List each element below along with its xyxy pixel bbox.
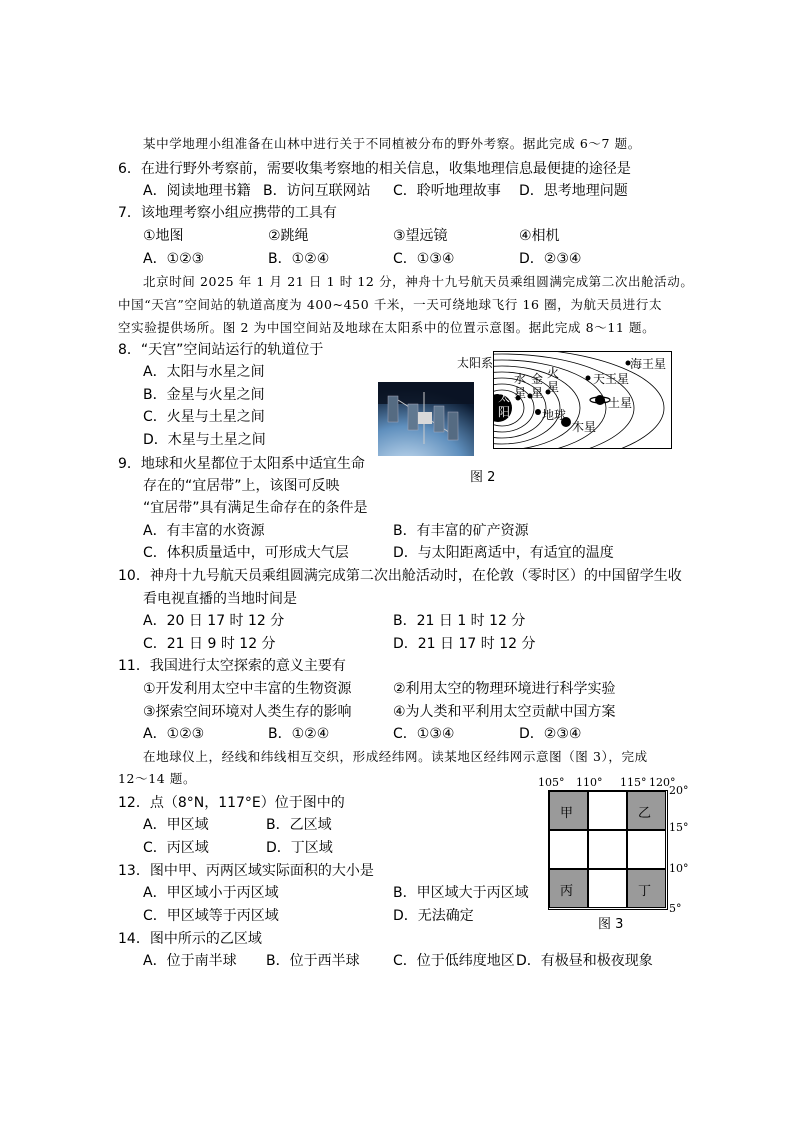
q7-option-b[interactable]: B．①②④ — [268, 251, 330, 267]
mercury-label: 水星 — [514, 372, 527, 400]
solar-system-label: 太阳系 — [457, 356, 493, 370]
grid-cell — [588, 830, 627, 869]
question-9-stem-line-2: 存在的“宜居带”上，该图可反映 — [143, 478, 340, 494]
cell-yi — [627, 791, 666, 830]
q13-option-b[interactable]: B．甲区域大于丙区域 — [393, 885, 529, 901]
q11-option-c[interactable]: C．①③④ — [393, 726, 455, 742]
earth-icon — [535, 409, 541, 415]
grid-cell — [588, 791, 627, 830]
q14-option-a[interactable]: A．位于南半球 — [143, 953, 237, 969]
cell-bing-label: 丙 — [560, 884, 574, 899]
q14-option-b[interactable]: B．位于西半球 — [266, 953, 360, 969]
question-6-stem: 6．在进行野外考察前，需要收集考察地的相关信息，收集地理信息最便捷的途径是 — [118, 161, 631, 177]
q6-option-a[interactable]: A．阅读地理书籍 — [143, 183, 251, 199]
saturn-icon — [590, 395, 610, 405]
grid-cell — [549, 830, 588, 869]
q7-option-d[interactable]: D．②③④ — [519, 251, 582, 267]
uranus-icon — [586, 376, 591, 381]
question-10-stem-line-1: 10．神舟十九号航天员乘组圆满完成第二次出舱活动时，在伦敦（零时区）的中国留学生收 — [118, 568, 682, 584]
solar-system-diagram — [493, 351, 672, 449]
q13-option-c[interactable]: C．甲区域等于丙区域 — [143, 908, 279, 924]
q7-item-1: ①地图 — [143, 228, 184, 244]
q9-option-d[interactable]: D．与太阳距离适中，有适宜的温度 — [393, 545, 614, 561]
question-11-stem: 11．我国进行太空探索的意义主要有 — [118, 658, 346, 674]
question-10-stem-line-2: 看电视直播的当地时间是 — [143, 591, 297, 607]
intro-text-2-line-3: 空实验提供场所。图 2 为中国空间站及地球在太阳系中的位置示意图。据此完成 8～11 题。 — [118, 320, 656, 335]
q12-option-d[interactable]: D．丁区域 — [266, 840, 333, 856]
q7-option-a[interactable]: A．①②③ — [143, 251, 205, 267]
q7-item-3: ③望远镜 — [393, 228, 448, 244]
question-13-stem: 13．图中甲、丙两区域实际面积的大小是 — [118, 863, 374, 879]
uranus-label: 天王星 — [593, 372, 630, 386]
mars-label: 火星 — [547, 366, 560, 394]
q10-option-b[interactable]: B．21 日 1 时 12 分 — [393, 613, 526, 629]
space-station-photo — [378, 382, 474, 456]
lon-label-115: 115° — [620, 776, 647, 789]
q11-item-4: ④为人类和平利用太空贡献中国方案 — [393, 704, 616, 720]
question-9-stem-line-3: “宜居带”具有满足生命存在的条件是 — [143, 500, 368, 516]
cell-yi-label: 乙 — [638, 806, 652, 821]
q8-option-c[interactable]: C．火星与土星之间 — [143, 409, 265, 425]
q11-item-1: ①开发利用太空中丰富的生物资源 — [143, 681, 352, 697]
q11-item-3: ③探索空间环境对人类生存的影响 — [143, 704, 352, 720]
cell-ding — [627, 869, 666, 908]
lat-label-10: 10° — [669, 862, 689, 875]
neptune-label: 海王星 — [630, 357, 667, 371]
q9-option-a[interactable]: A．有丰富的水资源 — [143, 523, 265, 539]
q7-option-c[interactable]: C．①③④ — [393, 251, 455, 267]
grid-cell — [627, 830, 666, 869]
q7-item-4: ④相机 — [519, 228, 560, 244]
q11-option-a[interactable]: A．①②③ — [143, 726, 205, 742]
q11-option-b[interactable]: B．①②④ — [268, 726, 330, 742]
intro-text-2-line-1: 北京时间 2025 年 1 月 21 日 1 时 12 分，神舟十九号航天员乘组圆满完成第二次出舱活动。 — [143, 274, 694, 289]
q13-option-d[interactable]: D．无法确定 — [393, 908, 474, 924]
lon-label-105: 105° — [538, 776, 565, 789]
lat-lon-grid — [548, 790, 668, 910]
sun-label-2: 阳 — [498, 405, 511, 419]
question-9-stem-line-1: 9．地球和火星都位于太阳系中适宜生命 — [118, 456, 365, 472]
venus-label: 金星 — [531, 372, 544, 400]
q6-option-b[interactable]: B．访问互联网站 — [263, 183, 371, 199]
q8-option-d[interactable]: D．木星与土星之间 — [143, 432, 266, 448]
lon-label-110: 110° — [576, 776, 603, 789]
q13-option-a[interactable]: A．甲区域小于丙区域 — [143, 885, 279, 901]
intro-text-3-line-2: 12～14 题。 — [118, 771, 197, 786]
cell-jia-label: 甲 — [560, 806, 574, 821]
question-8-stem: 8．“天宫”空间站运行的轨道位于 — [118, 342, 324, 358]
q11-item-2: ②利用太空的物理环境进行科学实验 — [393, 681, 616, 697]
lat-label-20: 20° — [669, 784, 689, 797]
intro-text-3-line-1: 在地球仪上，经线和纬线相互交织，形成经纬网。读某地区经纬网示意图（图 3），完成 — [143, 749, 648, 764]
earth-label: 地球 — [542, 408, 567, 422]
q12-option-b[interactable]: B．乙区域 — [266, 817, 332, 833]
q14-option-c[interactable]: C．位于低纬度地区 — [393, 953, 515, 969]
q14-option-d[interactable]: D．有极昼和极夜现象 — [516, 953, 653, 969]
question-7-stem: 7．该地理考察小组应携带的工具有 — [118, 205, 337, 221]
cell-ding-label: 丁 — [638, 884, 652, 899]
q9-option-c[interactable]: C．体积质量适中，可形成大气层 — [143, 545, 349, 561]
question-12-stem: 12．点（8°N，117°E）位于图中的 — [118, 795, 345, 811]
cell-bing — [549, 869, 588, 908]
q8-option-b[interactable]: B．金星与火星之间 — [143, 387, 265, 403]
jupiter-label: 木星 — [572, 420, 597, 434]
sun-label-1: 太 — [498, 390, 511, 404]
lon-label-120: 120° — [649, 776, 676, 789]
saturn-label: 土星 — [608, 396, 633, 410]
intro-text-1: 某中学地理小组准备在山林中进行关于不同植被分布的野外考察。据此完成 6～7 题。 — [143, 136, 641, 151]
lat-label-15: 15° — [669, 821, 689, 834]
q12-option-a[interactable]: A．甲区域 — [143, 817, 209, 833]
intro-text-2-line-2: 中国“天宫”空间站的轨道高度为 400~450 千米，一天可绕地球飞行 16 圈，为航天员进行太 — [118, 297, 663, 312]
cell-jia — [549, 791, 588, 830]
q11-option-d[interactable]: D．②③④ — [519, 726, 582, 742]
q9-option-b[interactable]: B．有丰富的矿产资源 — [393, 523, 529, 539]
grid-cell — [588, 869, 627, 908]
q10-option-a[interactable]: A．20 日 17 时 12 分 — [143, 613, 285, 629]
q10-option-c[interactable]: C．21 日 9 时 12 分 — [143, 636, 276, 652]
q10-option-d[interactable]: D．21 日 17 时 12 分 — [393, 636, 536, 652]
q7-item-2: ②跳绳 — [268, 228, 309, 244]
q8-option-a[interactable]: A．太阳与水星之间 — [143, 364, 265, 380]
q6-option-d[interactable]: D．思考地理问题 — [519, 183, 628, 199]
q12-option-c[interactable]: C．丙区域 — [143, 840, 209, 856]
figure-3-caption: 图 3 — [598, 917, 624, 932]
question-14-stem: 14．图中所示的乙区域 — [118, 931, 262, 947]
lat-label-5: 5° — [669, 902, 682, 915]
figure-2-caption: 图 2 — [470, 470, 496, 485]
q6-option-c[interactable]: C．聆听地理故事 — [393, 183, 501, 199]
